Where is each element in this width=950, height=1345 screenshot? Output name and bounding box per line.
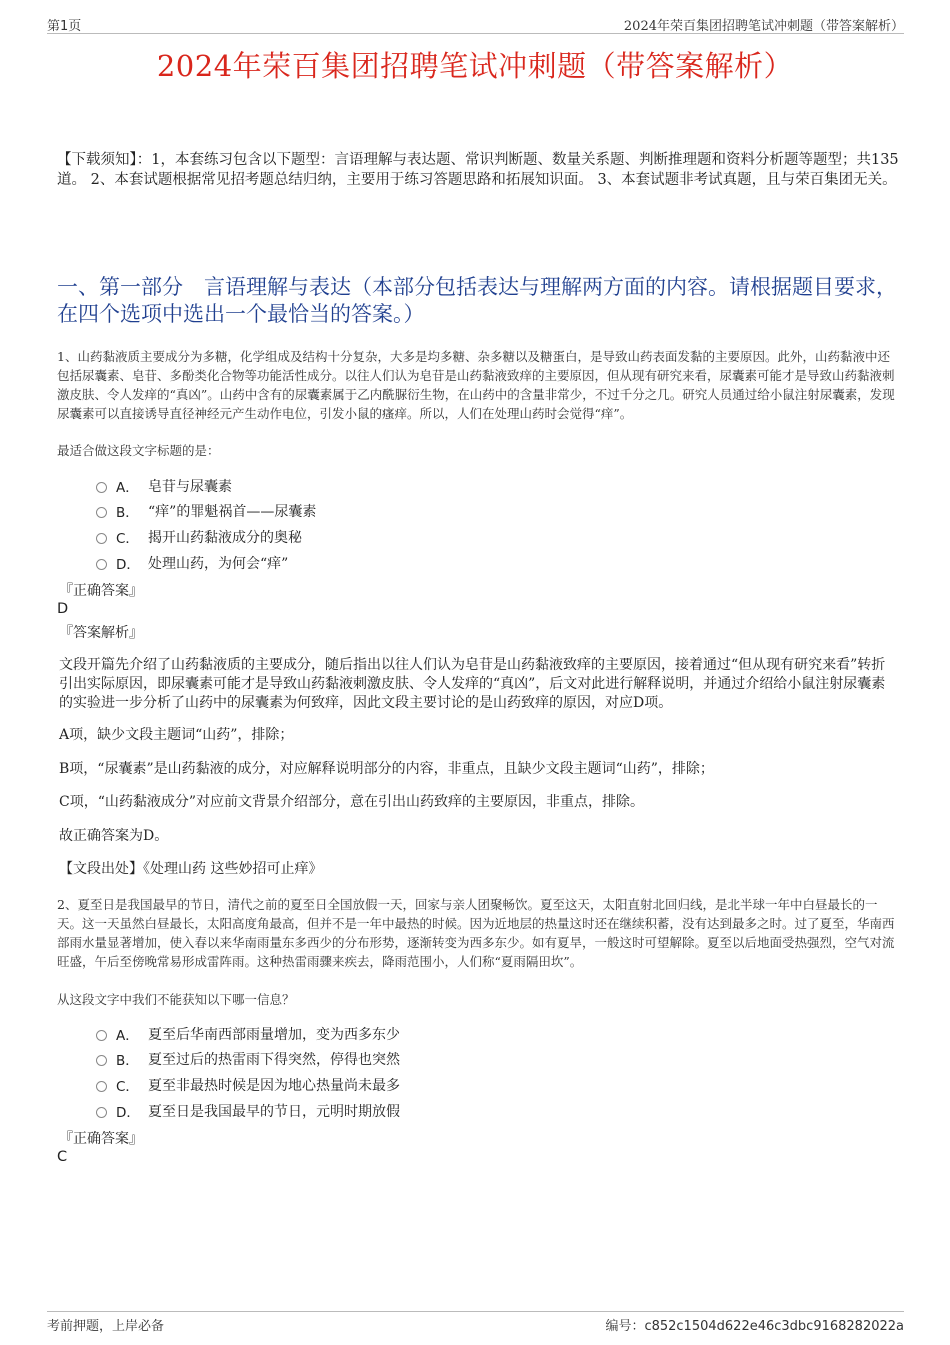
- header-doc-title: 2024年荣百集团招聘笔试冲刺题（带答案解析）: [623, 19, 904, 34]
- q1-answer: D: [57, 601, 69, 617]
- document-title: 2024年荣百集团招聘笔试冲刺题（带答案解析）: [156, 49, 794, 83]
- radio-icon[interactable]: [96, 533, 107, 544]
- q1-option-b[interactable]: [96, 500, 316, 522]
- q2-prompt: 从这段文字中我们不能获知以下哪一信息？: [57, 992, 295, 1007]
- q1-analysis-c: C项，“山药黏液成分”对应前文背景介绍部分，意在引出山药致痒的主要原因，非重点，排除。: [59, 794, 645, 810]
- option-key: A．: [116, 1028, 139, 1044]
- radio-icon[interactable]: [96, 1055, 107, 1066]
- q2-option-a[interactable]: [96, 1023, 400, 1045]
- q2-answer-label: 『正确答案』: [59, 1131, 143, 1147]
- option-text: “痒”的罪魁祸首——尿囊素: [148, 504, 317, 520]
- option-text: 夏至日是我国最早的节日，元明时期放假: [148, 1104, 400, 1120]
- option-text: 处理山药，为何会“痒”: [148, 556, 289, 572]
- option-text: 夏至后华南西部雨量增加，变为西多东少: [148, 1027, 400, 1043]
- serial-label: 编号：: [605, 1319, 645, 1334]
- page-number: 第1页: [47, 19, 82, 34]
- option-key: C．: [116, 1079, 139, 1095]
- q1-analysis-a: A项，缺少文段主题词“山药”，排除；: [59, 727, 294, 743]
- q1-option-d[interactable]: [96, 552, 288, 574]
- q1-option-c[interactable]: [96, 526, 302, 548]
- q2-option-b[interactable]: [96, 1048, 400, 1070]
- radio-icon[interactable]: [96, 1081, 107, 1092]
- q2-answer: C: [57, 1149, 68, 1165]
- q2-option-d[interactable]: [96, 1100, 400, 1122]
- radio-icon[interactable]: [96, 507, 107, 518]
- radio-icon[interactable]: [96, 1107, 107, 1118]
- option-text: 揭开山药黏液成分的奥秘: [148, 530, 302, 546]
- section-heading: 一、第一部分 言语理解与表达（本部分包括表达与理解两方面的内容。请根据题目要求，在四个选项中选出一个最恰当的答案。）: [57, 275, 897, 326]
- option-key: A．: [116, 480, 139, 496]
- radio-icon[interactable]: [96, 1030, 107, 1041]
- q1-analysis-main: 文段开篇先介绍了山药黏液质的主要成分，随后指出以往人们认为皂苷是山药黏液致痒的主要原因，接着通过“但从现有研究来看”转折引出实际原因，即尿囊素可能才是导致山药黏液刺激皮肤、令人发痒的“真凶”，后文对此进行解释说明，并通过介绍给小鼠注射尿囊素的实验进一步分析了山药中的尿囊素为何致痒，因此文段主要讨论的是山药致痒的原因，对应D项。: [59, 657, 886, 711]
- header-divider: [47, 33, 904, 34]
- q1-answer-label: 『正确答案』: [59, 583, 143, 599]
- q2-option-c[interactable]: [96, 1074, 400, 1096]
- footer-serial: [605, 1315, 904, 1334]
- q1-analysis-b: B项，“尿囊素”是山药黏液的成分，对应解释说明部分的内容，非重点，且缺少文段主题词“山药”，排除；: [59, 761, 714, 777]
- option-key: B．: [116, 505, 139, 521]
- q1-analysis-label: 『答案解析』: [59, 625, 143, 641]
- option-key: D．: [116, 557, 140, 573]
- q1-option-a[interactable]: [96, 475, 232, 497]
- q1-passage: 1、山药黏液质主要成分为多糖，化学组成及结构十分复杂，大多是均多糖、杂多糖以及糖蛋白，是导致山药表面发黏的主要原因。此外，山药黏液中还包括尿囊素、皂苷、多酚类化合物等功能活性成分。以往人们认为皂苷是山药黏液致痒的主要原因，但从现有研究来看，尿囊素可能才是导致山药黏液刺激皮肤、令人发痒的“真凶”。山药中含有的尿囊素属于乙内酰脲衍生物，在山药中的含量非常少，不过千分之几。研究人员通过给小鼠注射尿囊素，发现尿囊素可以直接诱导直径神经元产生动作电位，引发小鼠的瘙痒。所以，人们在处理山药时会觉得“痒”。: [57, 349, 895, 421]
- radio-icon[interactable]: [96, 482, 107, 493]
- option-text: 夏至非最热时候是因为地心热量尚未最多: [148, 1078, 400, 1094]
- option-key: C．: [116, 531, 139, 547]
- option-text: 夏至过后的热雷雨下得突然，停得也突然: [148, 1052, 400, 1068]
- radio-icon[interactable]: [96, 559, 107, 570]
- option-key: D．: [116, 1105, 140, 1121]
- q1-analysis-conclusion: 故正确答案为D。: [59, 828, 169, 844]
- option-text: 皂苷与尿囊素: [148, 479, 232, 495]
- q1-source: 【文段出处】《处理山药 这些妙招可止痒》: [59, 861, 323, 877]
- download-notice: 【下载须知】：1，本套练习包含以下题型：言语理解与表达题、常识判断题、数量关系题、判断推理题和资料分析题等题型；共135道。 2、本套试题根据常见招考题总结归纳，主要用于练习答题思路和拓展知识面。 3、本套试题非考试真题，且与荣百集团无关。: [57, 152, 899, 188]
- option-key: B．: [116, 1053, 139, 1069]
- footer-slogan: 考前押题，上岸必备: [47, 1319, 165, 1334]
- q1-prompt: 最适合做这段文字标题的是：: [57, 443, 220, 458]
- q2-passage: 2、夏至日是我国最早的节日，清代之前的夏至日全国放假一天，回家与亲人团聚畅饮。夏至这天，太阳直射北回归线，是北半球一年中白昼最长的一天。这一天虽然白昼最长，太阳高度角最高，但并不是一年中最热的时候。因为近地层的热量这时还在继续积蓄，没有达到最多之时。过了夏至，华南西部雨水量显著增加，使入春以来华南雨量东多西少的分布形势，逐渐转变为西多东少。如有夏旱，一般这时可望解除。夏至以后地面受热强烈，空气对流旺盛，午后至傍晚常易形成雷阵雨。这种热雷雨骤来疾去，降雨范围小，人们称“夏雨隔田坎”。: [57, 897, 895, 969]
- footer-divider: [47, 1311, 904, 1312]
- serial-number: c852c1504d622e46c3dbc9168282022a: [644, 1319, 904, 1334]
